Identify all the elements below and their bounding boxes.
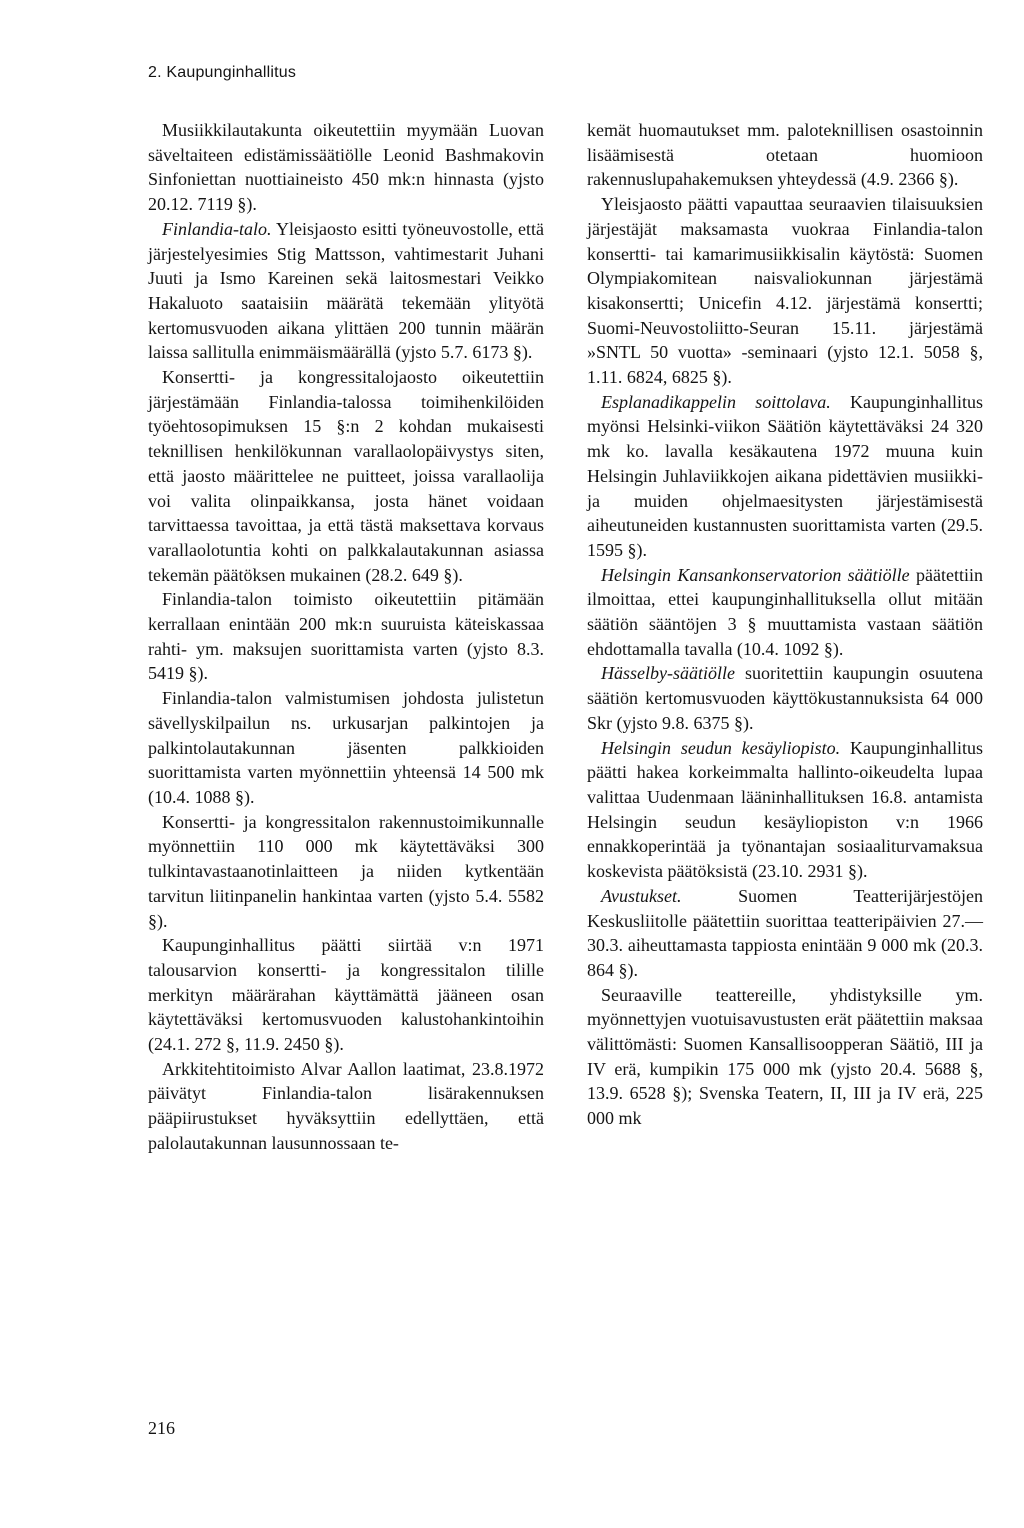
paragraph-avustukset — [587, 884, 983, 983]
paragraph-paapiirustukset: Arkkitehtitoimisto Alvar Aallon laatimat, 23.8.1972 päivätyt Finlandia-talon lisärakennuksen pääpiirustukset hyväksyttiin edellyttäen, että palolautakunnan lausunnossaan te- — [148, 1058, 544, 1153]
paragraph-kateiskassa: Finlandia-talon toimisto oikeutettiin pitämään kerrallaan enintään 200 mk:n suuruista käteiskassaa rahti- ym. maksujen suorittamista varten (yjsto 8.3. 5419 §). — [148, 589, 544, 684]
paragraph-kansankonservatorio — [587, 563, 983, 662]
right-column — [587, 118, 983, 1131]
left-column — [148, 118, 544, 1156]
paragraph-vuotuisavustukset: Seuraaville teattereille, yhdistyksille ym. myönnettyjen vuotuisavustusten erät päätettiin maksaa välittömästi: Suomen Kansallisoopperan Säätiö, III ja IV erä, kumpikin 175 000 mk (yjsto 20.4. 5688 §, 13.9. 6528 §); Svenska Teatern, II, III ja IV erä, 225 000 mk — [587, 984, 983, 1129]
paragraph-hasselby — [587, 661, 983, 735]
paragraph-rakennustoimikunta: Konsertti- ja kongressitalon rakennustoimikunnalle myönnettiin 110 000 mk käytettäväksi 300 tulkintavastaanotinlaitteen ja niiden kytkentään tarvitun liitinpanelin hankintaa varten (yjsto 5.4. 5582 §). — [148, 811, 544, 931]
paragraph-continuation: kemät huomautukset mm. paloteknillisen osastoinnin lisäämisestä otetaan huomioon rakennuslupahakemuksen yhteydessä (4.9. 2366 §). — [587, 120, 983, 190]
paragraph-musiikkilautakunta: Musiikkilautakunta oikeutettiin myymään Luovan säveltaiteen edistämissäätiölle Leonid Bashmakovin Sinfoniettan nuottiaineisto 450 mk:n hinnasta (yjsto 20.12. 7119 §). — [148, 120, 544, 215]
paragraph-text: Yleisjaosto esitti työneuvostolle, että järjestelyesimies Stig Mattsson, vahtimestarit Juhani Juuti ja Ismo Kareinen sekä laitosmestari Veikko Hakaluoto saataisiin määrätä tekemään ylityötä kertomusvuoden aikana ylittäen 200 tunnin määrän laissa sallitulla enimmäismäärällä (yjsto 5.7. 6173 §). — [148, 218, 544, 363]
running-head: 2. Kaupunginhallitus — [148, 64, 297, 81]
paragraph-text: suoritettiin kaupungin osuutena säätiön kertomusvuoden käyttökustannuksista 64 000 Skr (yjsto 9.8. 6375 §). — [587, 663, 983, 733]
paragraph-konsertti-jaosto: Konsertti- ja kongressitalojaosto oikeutettiin järjestämään Finlandia-talossa toimihenkilöiden työehtosopimuksen 15 §:n 2 kohdan mukaisesti teknillisen henkilökunnan varallaolopäivystys siten, että jaosto määrittelee ne puitteet, joissa varallaolija voi valita olinpaikkansa, josta hänet voidaan tarvittaessa tavoittaa, ja että tästä maksettava korvaus varallaolotuntia kohti on palkkalautakunnan asiassa tekemän päätöksen mukainen (28.2. 649 §). — [148, 367, 544, 585]
paragraph-text: Kaupunginhallitus päätti hakea korkeimmalta hallinto-oikeudelta lupaa valittaa Uudenmaan lääninhallituksen 16.8. antamista Helsingin seudun kesäyliopiston v:n 1966 ennakkoperintää ja työnantajan sosiaaliturvamaksua koskevista päätöksistä (23.10. 2931 §). — [587, 737, 983, 882]
paragraph-lead: Avustukset. — [601, 885, 682, 906]
paragraph-esplanadikappeli — [587, 390, 983, 563]
page-number: 216 — [148, 1418, 175, 1438]
paragraph-finlandia-talo — [148, 217, 544, 365]
paragraph-lead: Finlandia-talo. — [162, 218, 272, 239]
paragraph-text: Suomen Teatterijärjestöjen Keskusliitolle päätettiin suorittaa teatteripäivien 27.—30.3. aiheuttamasta tappiosta enintään 9 000 mk (20.3. 864 §). — [587, 885, 983, 980]
paragraph-lead: Hässelby-säätiölle — [601, 663, 735, 684]
paragraph-maararaha: Kaupunginhallitus päätti siirtää v:n 1971 talousarvion konsertti- ja kongressitalon tilille merkityn määrärahan käyttämättä jääneen osan käytettäväksi kertomusvuoden kalustohankintoihin (24.1. 272 §, 11.9. 2450 §). — [148, 935, 544, 1055]
paragraph-text: päätettiin ilmoittaa, ettei kaupunginhallituksella ollut mitään säätiön sääntöjen 3 § muuttamista vastaan säätiön ehdottamalla tavalla (10.4. 1092 §). — [587, 564, 983, 659]
paragraph-lead: Helsingin Kansankonservatorion säätiölle — [601, 564, 910, 585]
paragraph-text: Kaupunginhallitus myönsi Helsinki-viikon Säätiön käytettäväksi 24 320 mk ko. lavalla kesäkautena 1972 muuna kuin Helsingin Juhlaviikkojen aikana pidettävien musiikki- ja muiden ohjelmaesitysten järjestämisestä aiheutuneiden kustannusten suorittamista varten (29.5. 1595 §). — [587, 391, 983, 560]
paragraph-savellyskilpailu: Finlandia-talon valmistumisen johdosta julistetun sävellyskilpailun ns. urkusarjan palkintojen ja palkintolautakunnan jäsenten palkkioiden suorittamista varten myönnettiin yhteensä 14 500 mk (10.4. 1088 §). — [148, 688, 544, 807]
paragraph-kesayliopisto — [587, 736, 983, 884]
paragraph-vuokravapautus: Yleisjaosto päätti vapauttaa seuraavien tilaisuuksien järjestäjät maksamasta vuokraa Finlandia-talon konsertti- tai kamarimusiikkisalin käytöstä: Suomen Olympiakomitean naisvaliokunnan järjestämä kisakonsertti; Unicefin 4.12. järjestämä konsertti; Suomi-Neuvostoliitto-Seuran 15.11. järjestämä »SNTL 50 vuotta» -seminaari (yjsto 12.1. 5058 §, 1.11. 6824, 6825 §). — [587, 194, 983, 388]
paragraph-lead: Helsingin seudun kesäyliopisto. — [601, 737, 841, 758]
paragraph-lead: Esplanadikappelin soittolava. — [601, 391, 831, 412]
